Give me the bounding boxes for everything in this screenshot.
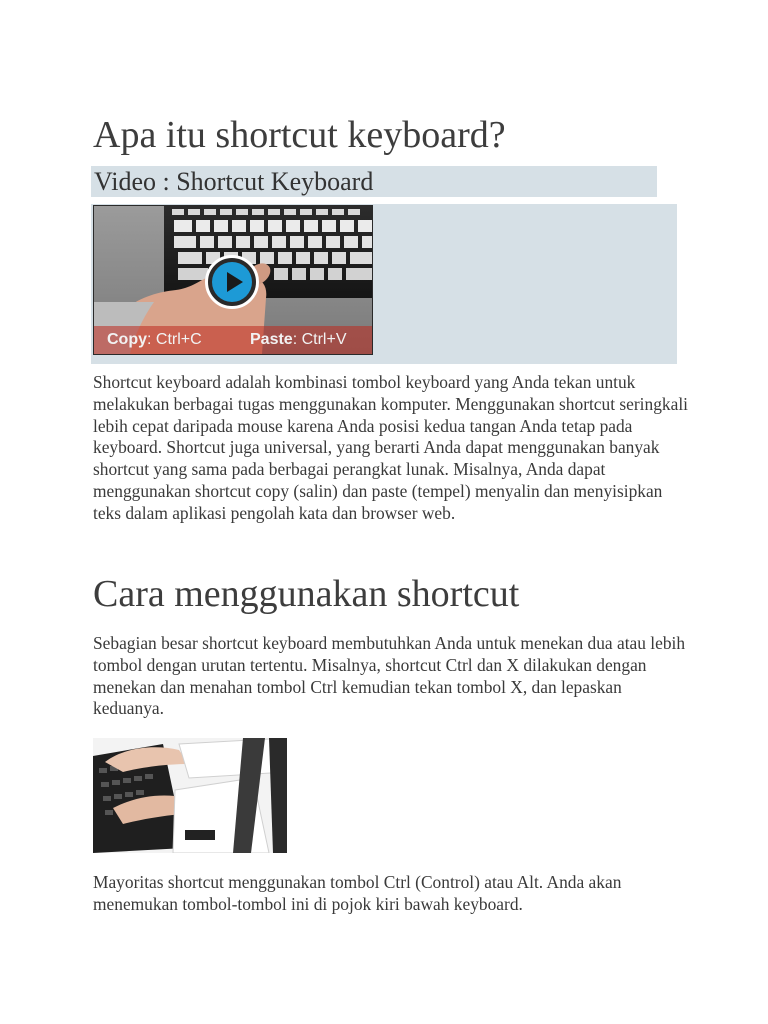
- caption-paste-value: : Ctrl+V: [292, 331, 347, 348]
- typing-photo: [93, 738, 287, 853]
- caption-copy: [107, 326, 202, 354]
- play-icon-circle: [212, 262, 252, 302]
- usage-paragraph: Sebagian besar shortcut keyboard membutuhkan Anda untuk menekan dua atau lebih tombol dengan urutan tertentu. Misalnya, shortcut Ctrl dan X dilakukan dengan menekan dan menahan tombol Ctrl kemudian tekan tombol X, dan lepaskan keduanya.: [93, 633, 686, 719]
- video-thumbnail[interactable]: [93, 205, 373, 355]
- intro-paragraph: Shortcut keyboard adalah kombinasi tombol keyboard yang Anda tekan untuk melakukan berbagai tugas menggunakan komputer. Menggunakan shortcut seringkali lebih cepat daripada mouse karena Anda posisi kedua tangan Anda tetap pada keyboard. Shortcut juga universal, yang berarti Anda dapat menggunakan banyak shortcut yang sama pada berbagai perangkat lunak. Misalnya, Anda dapat menggunakan shortcut copy (salin) dan paste (tempel) menyalin dan menyisipkan teks dalam aplikasi pengolah kata dan browser web.: [93, 372, 688, 523]
- video-caption: [94, 326, 372, 354]
- video-panel: [91, 204, 677, 364]
- play-icon: [227, 272, 243, 292]
- typing-hands-illustration: [93, 738, 287, 853]
- caption-paste-key: Paste: [250, 331, 293, 348]
- play-button[interactable]: [205, 255, 259, 309]
- section-heading: Cara menggunakan shortcut: [93, 573, 520, 615]
- caption-paste: [250, 326, 347, 354]
- closing-paragraph: Mayoritas shortcut menggunakan tombol Ctrl (Control) atau Alt. Anda akan menemukan tombol-tombol ini di pojok kiri bawah keyboard.: [93, 872, 622, 914]
- page-title: Apa itu shortcut keyboard?: [93, 114, 506, 156]
- caption-copy-value: : Ctrl+C: [147, 331, 202, 348]
- video-title-bar: [91, 166, 657, 197]
- video-title: Video : Shortcut Keyboard: [94, 167, 374, 196]
- caption-copy-key: Copy: [107, 331, 147, 348]
